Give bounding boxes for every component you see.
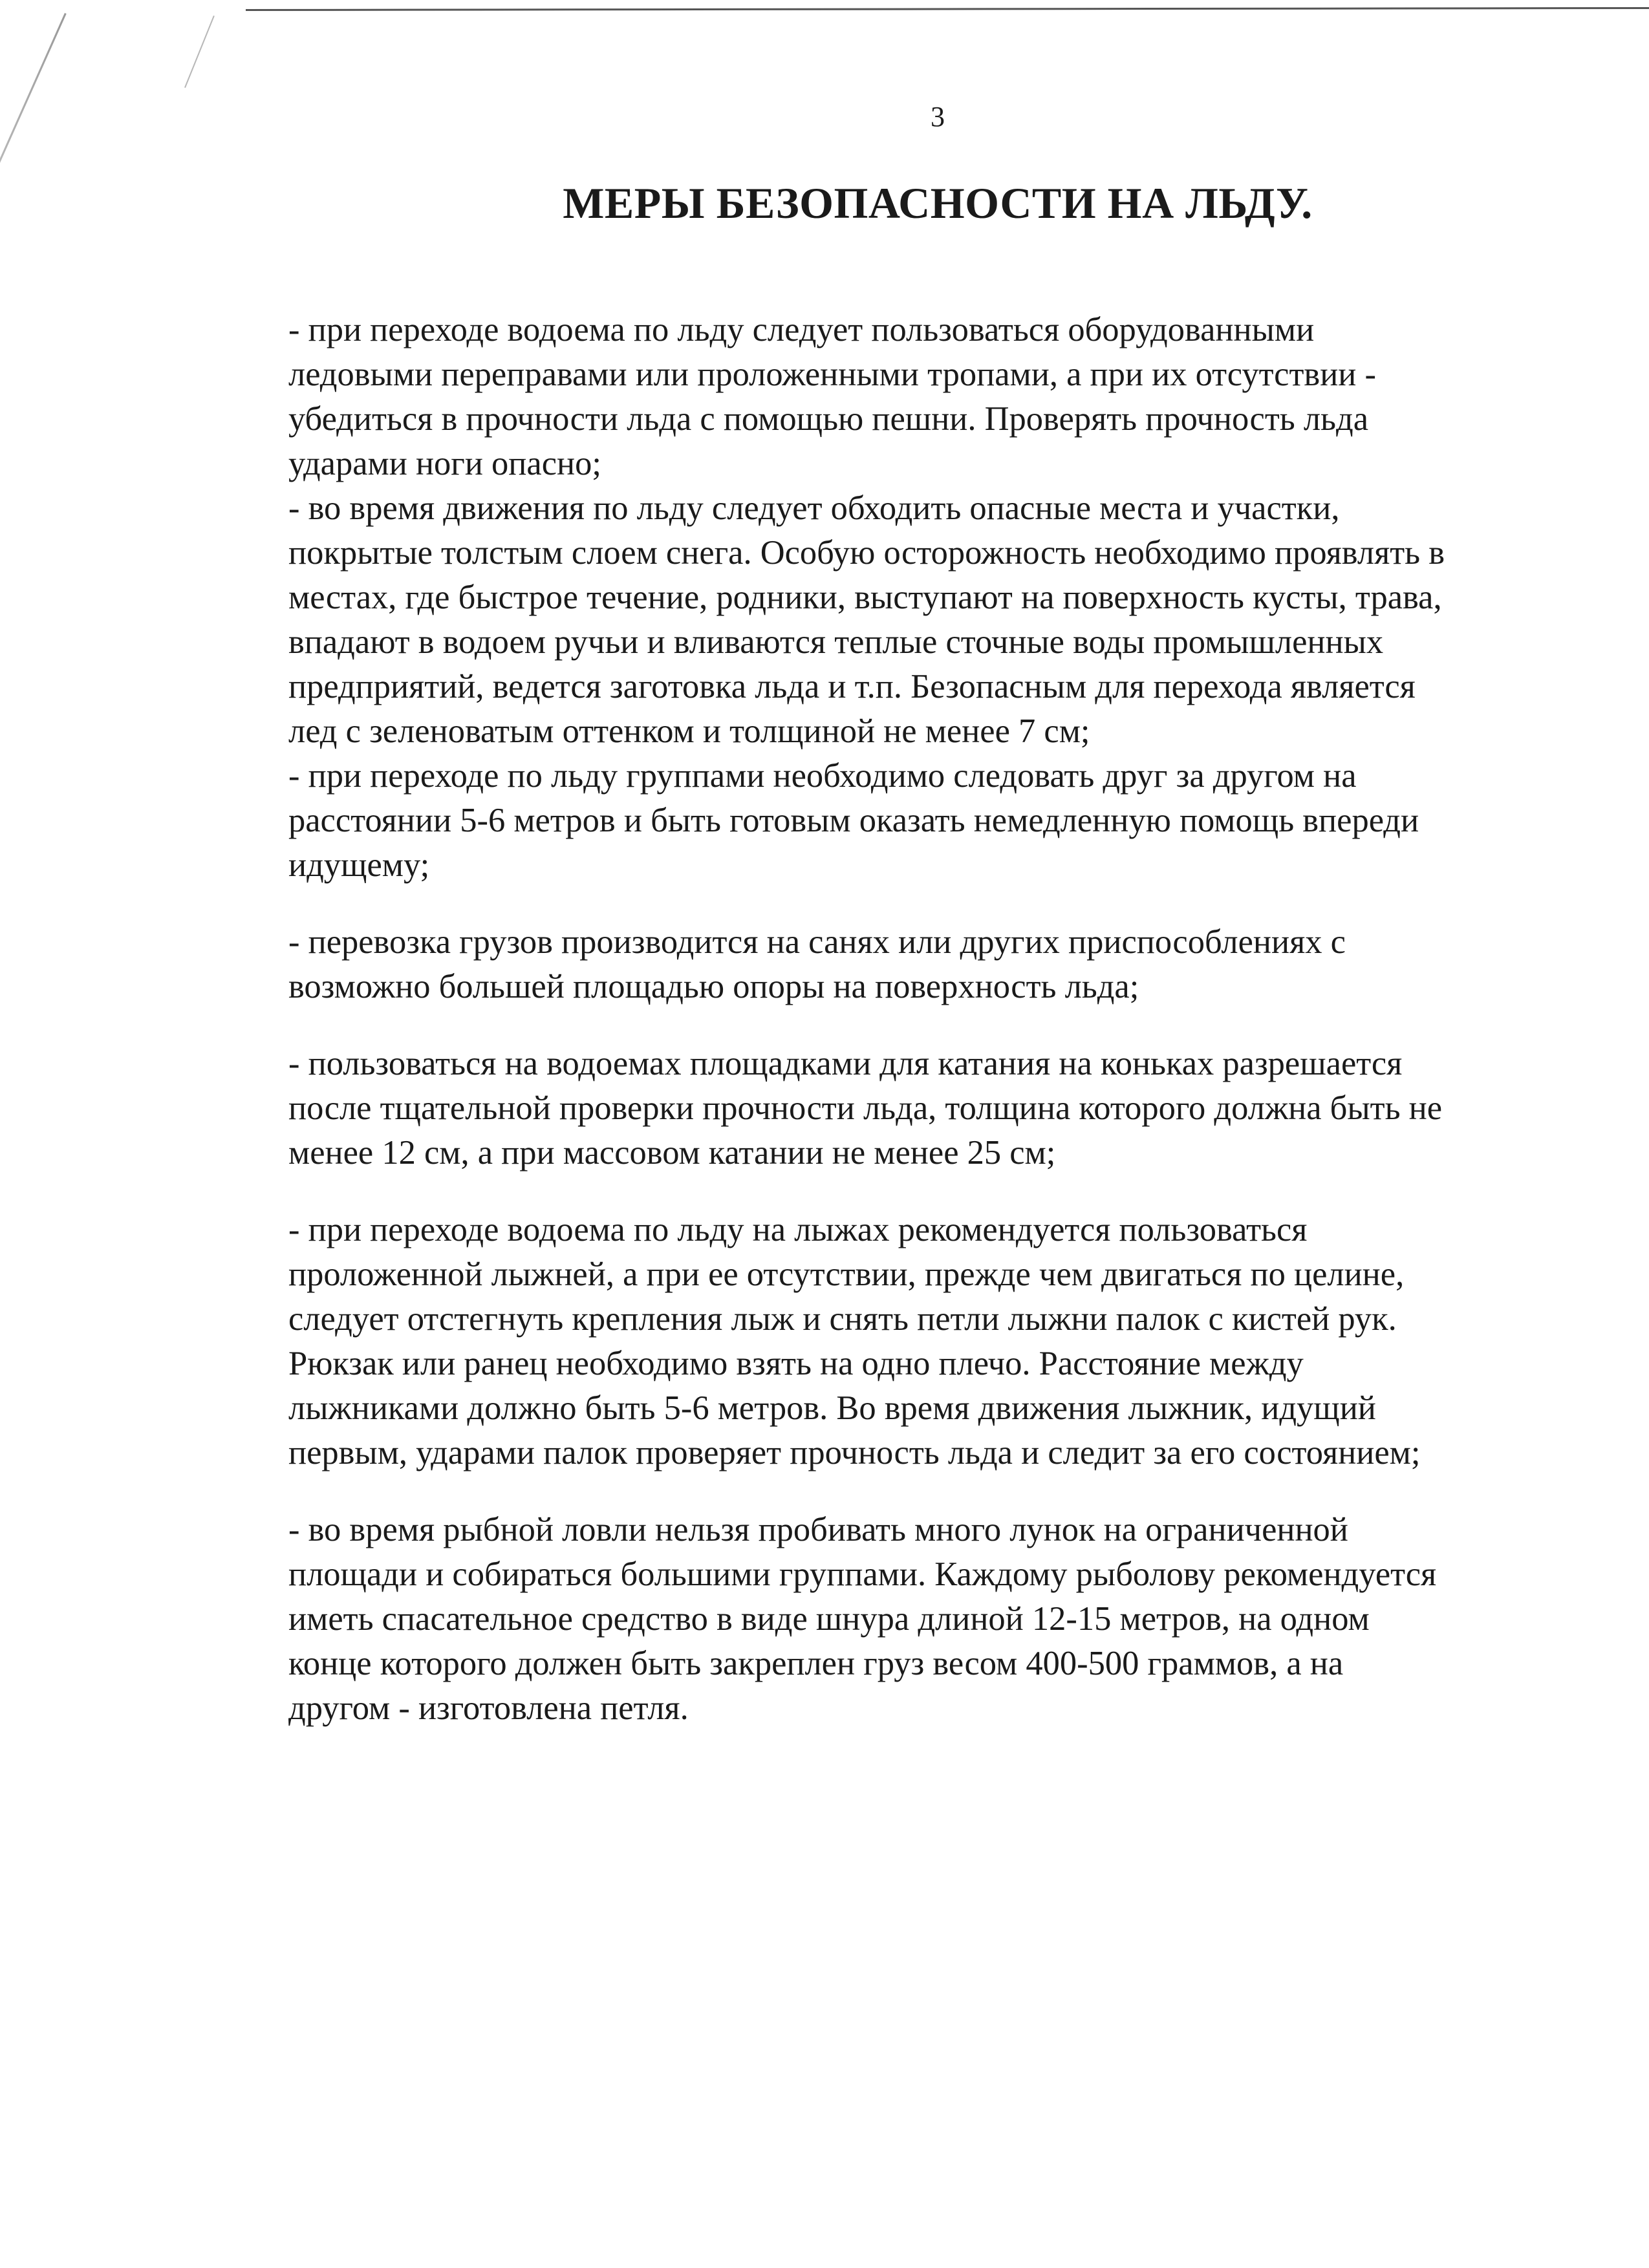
text-line: - во время движения по льду следует обходить опасные места и участки,	[288, 489, 1340, 527]
text-line: - при переходе по льду группами необходимо следовать друг за другом на	[288, 757, 1357, 795]
text-line: лыжниками должно быть 5-6 метров. Во время движения лыжник, идущий	[288, 1389, 1376, 1427]
text-line: покрытые толстым слоем снега. Особую осторожность необходимо проявлять в	[288, 534, 1445, 572]
text-line: проложенной лыжней, а при ее отсутствии, прежде чем двигаться по целине,	[288, 1256, 1405, 1293]
paragraph-fishing	[288, 1508, 1588, 1731]
paragraph-cargo-transport	[288, 920, 1588, 1009]
text-line: местах, где быстрое течение, родники, выступают на поверхность кусты, трава,	[288, 579, 1442, 616]
scan-crease-mark-small	[184, 16, 215, 88]
text-line: возможно большей площадью опоры на поверхность льда;	[288, 968, 1139, 1005]
text-line: другом - изготовлена петля.	[288, 1689, 689, 1727]
text-line: - при переходе водоема по льду следует пользоваться оборудованными	[288, 311, 1315, 348]
paragraph-spacer	[288, 1475, 1588, 1508]
text-line: ледовыми переправами или проложенными тропами, а при их отсутствии -	[288, 356, 1376, 393]
page-title: МЕРЫ БЕЗОПАСНОСТИ НА ЛЬДУ.	[563, 178, 1313, 228]
text-line: иметь спасательное средство в виде шнура длиной 12-15 метров, на одном	[288, 1600, 1370, 1638]
paragraph-skiing	[288, 1208, 1588, 1475]
text-line: менее 12 см, а при массовом катании не менее 25 см;	[288, 1134, 1056, 1171]
text-line: - пользоваться на водоемах площадками для катания на коньках разрешается	[288, 1045, 1403, 1082]
text-line: впадают в водоем ручьи и вливаются теплые сточные воды промышленных	[288, 623, 1384, 661]
text-line: первым, ударами палок проверяет прочность льда и следит за его состоянием;	[288, 1434, 1421, 1471]
text-line: лед с зеленоватым оттенком и толщиной не менее 7 см;	[288, 712, 1090, 750]
text-line: после тщательной проверки прочности льда, толщина которого должна быть не	[288, 1089, 1443, 1127]
text-line: предприятий, ведется заготовка льда и т.п. Безопасным для перехода является	[288, 668, 1416, 705]
scan-crease-mark	[0, 13, 67, 268]
paragraph-ice-crossing-routes	[288, 308, 1588, 486]
paragraph-spacer	[288, 888, 1588, 920]
paragraph-skating-areas	[288, 1042, 1588, 1175]
text-line: Рюкзак или ранец необходимо взять на одно плечо. Расстояние между	[288, 1345, 1304, 1382]
text-line: - во время рыбной ловли нельзя пробивать много лунок на ограниченной	[288, 1511, 1348, 1548]
page-number: 3	[931, 101, 945, 133]
document-body	[288, 308, 1588, 1731]
text-line: конце которого должен быть закреплен груз весом 400-500 граммов, а на	[288, 1645, 1344, 1682]
paragraph-spacer	[288, 1175, 1588, 1208]
text-line: - при переходе водоема по льду на лыжах рекомендуется пользоваться	[288, 1211, 1308, 1248]
text-line: площади и собираться большими группами. Каждому рыболову рекомендуется	[288, 1556, 1437, 1593]
scan-top-edge	[246, 7, 1649, 11]
text-line: расстоянии 5-6 метров и быть готовым оказать немедленную помощь впереди	[288, 802, 1419, 839]
text-line: убедиться в прочности льда с помощью пешни. Проверять прочность льда	[288, 400, 1369, 438]
paragraph-group-crossing	[288, 754, 1588, 888]
paragraph-spacer	[288, 1009, 1588, 1042]
text-line: следует отстегнуть крепления лыж и снять петли лыжни палок с кистей рук.	[288, 1300, 1397, 1338]
text-line: идущему;	[288, 846, 430, 884]
text-line: ударами ноги опасно;	[288, 445, 601, 482]
text-line: - перевозка грузов производится на санях или других приспособлениях с	[288, 923, 1346, 961]
paragraph-dangerous-places	[288, 486, 1588, 754]
